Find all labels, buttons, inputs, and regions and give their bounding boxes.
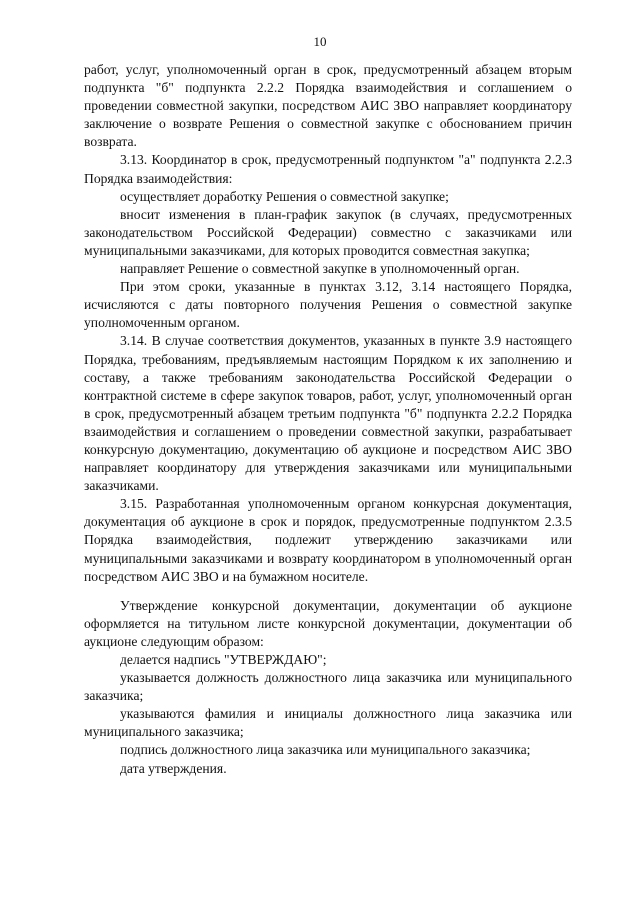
paragraph-7: 3.14. В случае соответствия документов, указанных в пункте 3.9 настоящего Порядка, требованиям, предъявляемым настоящим Порядком к их заполнению и составу, а также требованиям законодательства Российской Федерации о контрактной системе в сфере закупок товаров, работ, услуг, уполномоченный орган в срок, предусмотренный абзацем третьим подпункта "б" подпункта 2.2.2 Порядка взаимодействия и соглашением о проведении совместной закупки, разрабатывает конкурсную документацию, документацию об аукционе и посредством АИС ЗВО направляет координатору для утверждения заказчиками или муниципальными заказчиками.: [84, 333, 572, 494]
page-number: 10: [313, 34, 327, 49]
document-body: [84, 61, 572, 778]
paragraph-14: дата утверждения.: [120, 760, 227, 776]
paragraph-13: подпись должностного лица заказчика или муниципального заказчика;: [120, 742, 531, 758]
paragraph-1: работ, услуг, уполномоченный орган в срок, предусмотренный абзацем вторым подпункта "б" подпункта 2.2.2 Порядка взаимодействия и соглашением о проведении совместной закупки, посредством АИС ЗВО направляет координатору заключение о возврате Решения о совместной закупке с обоснованием причин возврата.: [84, 62, 572, 150]
paragraph-9: Утверждение конкурсной документации, документации об аукционе оформляется на титульном листе конкурсной документации, документации об аукционе следующим образом:: [84, 597, 572, 649]
paragraph-6: При этом сроки, указанные в пунктах 3.12, 3.14 настоящего Порядка, исчисляются с даты повторного получения Решения о совместной закупке уполномоченным органом.: [84, 279, 572, 331]
paragraph-8: 3.15. Разработанная уполномоченным органом конкурсная документация, документация об аукционе в срок и порядок, предусмотренные подпунктом 2.3.5 Порядка взаимодействия, подлежит утверждению заказчиками или муниципальными заказчиками и возврату координатором в уполномоченный орган посредством АИС ЗВО и на бумажном носителе.: [84, 496, 572, 584]
paragraph-4: вносит изменения в план-график закупок (в случаях, предусмотренных законодательством Российской Федерации) совместно с заказчиками или муниципальными заказчиками, для которых проводится совместная закупка;: [84, 206, 572, 258]
paragraph-12: указываются фамилия и инициалы должностного лица заказчика или муниципального заказчика;: [84, 706, 572, 740]
paragraph-3: осуществляет доработку Решения о совместной закупке;: [120, 188, 449, 204]
paragraph-10: делается надпись "УТВЕРЖДАЮ";: [120, 652, 327, 667]
paragraph-2: 3.13. Координатор в срок, предусмотренный подпунктом "а" подпункта 2.2.3 Порядка взаимодействия:: [84, 152, 572, 186]
paragraph-11: указывается должность должностного лица заказчика или муниципального заказчика;: [84, 670, 572, 704]
paragraph-5: направляет Решение о совместной закупке в уполномоченный орган.: [120, 261, 520, 277]
